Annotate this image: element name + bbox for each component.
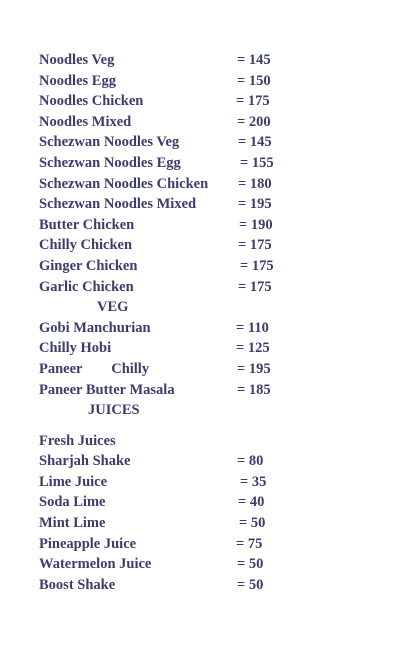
item-name: Butter Chicken [39,216,135,233]
item-price: = 50 [237,556,264,573]
item-name: Paneer Chilly [39,360,150,377]
item-price: = 125 [236,340,270,357]
menu-row [39,256,339,277]
item-price: = 145 [237,52,271,68]
menu-row [39,194,339,215]
item-name: Boost Shake [39,576,116,593]
item-name: Schezwan Noodles Mixed [39,196,197,213]
section-heading-juices: JUICES [88,402,140,419]
menu-row [39,451,339,472]
menu-row [39,50,339,71]
section-spacer [39,421,339,431]
item-price: = 175 [236,93,270,110]
menu-row [39,153,339,174]
item-name: Ginger Chicken [39,257,138,274]
menu-row [39,215,339,236]
menu-row [39,575,339,596]
menu-row [39,91,339,112]
item-price: = 175 [240,257,274,274]
item-name: Fresh Juices [39,432,116,449]
item-name: Paneer Butter Masala [39,381,175,398]
menu-row [39,492,339,513]
item-price: = 195 [238,196,272,213]
item-name: Noodles Chicken [39,93,144,110]
item-price: = 190 [239,216,273,233]
menu-row [39,112,339,133]
menu-row [39,174,339,195]
item-name: Gobi Manchurian [39,319,151,336]
menu-row [39,359,339,380]
menu-row [39,472,339,493]
item-name: Sharjah Shake [39,453,131,470]
menu-row [39,338,339,359]
item-price: = 80 [237,453,264,470]
menu-section-juices [39,400,339,595]
item-name: Noodles Veg [39,52,115,68]
menu-row [39,235,339,256]
item-price: = 200 [237,113,271,130]
item-name: Schezwan Noodles Chicken [39,175,209,192]
item-name: Noodles Egg [39,72,116,89]
item-price: = 110 [236,319,269,336]
item-price: = 180 [238,175,272,192]
menu-row [39,380,339,401]
menu-row [39,318,339,339]
menu-row [39,554,339,575]
item-name: Lime Juice [39,473,108,490]
item-price: = 40 [238,494,265,511]
menu-section-veg [39,297,339,400]
item-price: = 50 [239,515,266,532]
menu-section-main [39,50,339,297]
item-name: Soda Lime [39,494,106,511]
item-name: Noodles Mixed [39,113,132,130]
menu-row [39,513,339,534]
item-name: Watermelon Juice [39,556,152,573]
item-name: Schezwan Noodles Veg [39,134,180,151]
menu-row [39,431,339,452]
section-heading-veg: VEG [97,299,129,316]
menu-row [39,534,339,555]
menu-row [39,71,339,92]
item-name: Pineapple Juice [39,535,137,552]
item-price: = 150 [237,72,271,89]
item-price: = 35 [240,473,267,490]
item-price: = 155 [240,154,274,171]
item-name: Chilly Chicken [39,237,133,254]
item-name: Chilly Hobi [39,340,112,357]
menu-row [39,132,339,153]
item-name: Mint Lime [39,515,106,532]
item-price: = 75 [236,535,263,552]
menu-list [39,50,339,595]
item-price: = 175 [238,237,272,254]
item-price: = 50 [237,576,264,593]
item-price: = 185 [237,381,271,398]
item-price: = 145 [238,134,272,151]
item-price: = 195 [237,360,271,377]
menu-row [39,277,339,298]
item-name: Schezwan Noodles Egg [39,154,181,171]
item-price: = 175 [238,278,272,295]
item-name: Garlic Chicken [39,278,134,295]
